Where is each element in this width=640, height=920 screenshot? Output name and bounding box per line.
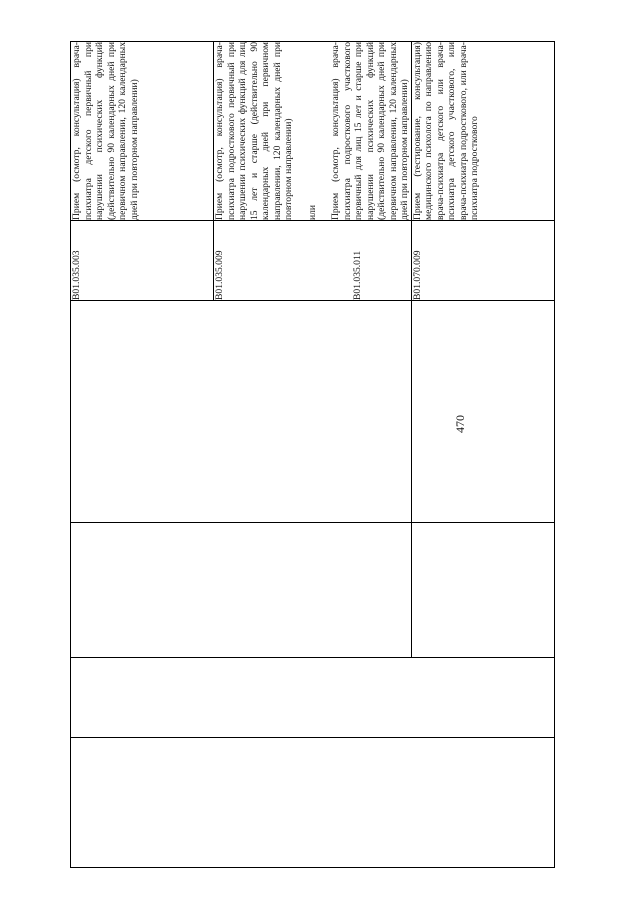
service-description: Прием (осмотр, консультация) врача-психиатра детского первичный при нарушении психических функций (действительно 90 календарных дней при первичном направлении, 120 календарных дней при повторном направлении) xyxy=(71,42,214,221)
service-code xyxy=(214,221,412,301)
service-description: Прием (тестирование, консультация) медицинского психолога по направлению врача-психиатра детского или врача-психиатра детского участкового, или врача-психиатра подросткового, или врача-психиатра подросткового xyxy=(411,42,554,221)
blank-cell-b xyxy=(71,658,555,738)
service-description xyxy=(214,42,412,221)
rotated-table-wrapper xyxy=(70,42,555,868)
service-code: B01.035.003 xyxy=(71,221,214,301)
service-code-1: B01.035.009 xyxy=(214,250,226,300)
blank-cell-d xyxy=(71,301,412,523)
services-table xyxy=(70,41,555,868)
service-description-1: Прием (осмотр, консультация) врача-психиатра подросткового первичный при нарушении психических функций для лиц 15 лет и старше (действительно 90 календарных дней при первичном направлении, 120 календарных дней при повторном направлении) xyxy=(214,42,295,220)
blank-cell-a xyxy=(71,738,555,868)
page-number: 470 xyxy=(453,415,467,433)
service-description-2: Прием (осмотр, консультация) врача-психиатра подросткового участкового первичный для лиц 15 лет и старше при нарушении психических функций (действительно 90 календарных дней при первичном направлении, 120 календарных дней при повторном направлении) xyxy=(330,42,411,220)
or-separator: или xyxy=(306,204,318,220)
blank-cell-e xyxy=(411,523,554,658)
blank-cell-c xyxy=(71,523,412,658)
service-code: B01.070.009 xyxy=(411,221,554,301)
service-code-2: B01.035.011 xyxy=(351,250,363,300)
table-row xyxy=(71,42,214,868)
blank-cell-f xyxy=(411,301,554,523)
